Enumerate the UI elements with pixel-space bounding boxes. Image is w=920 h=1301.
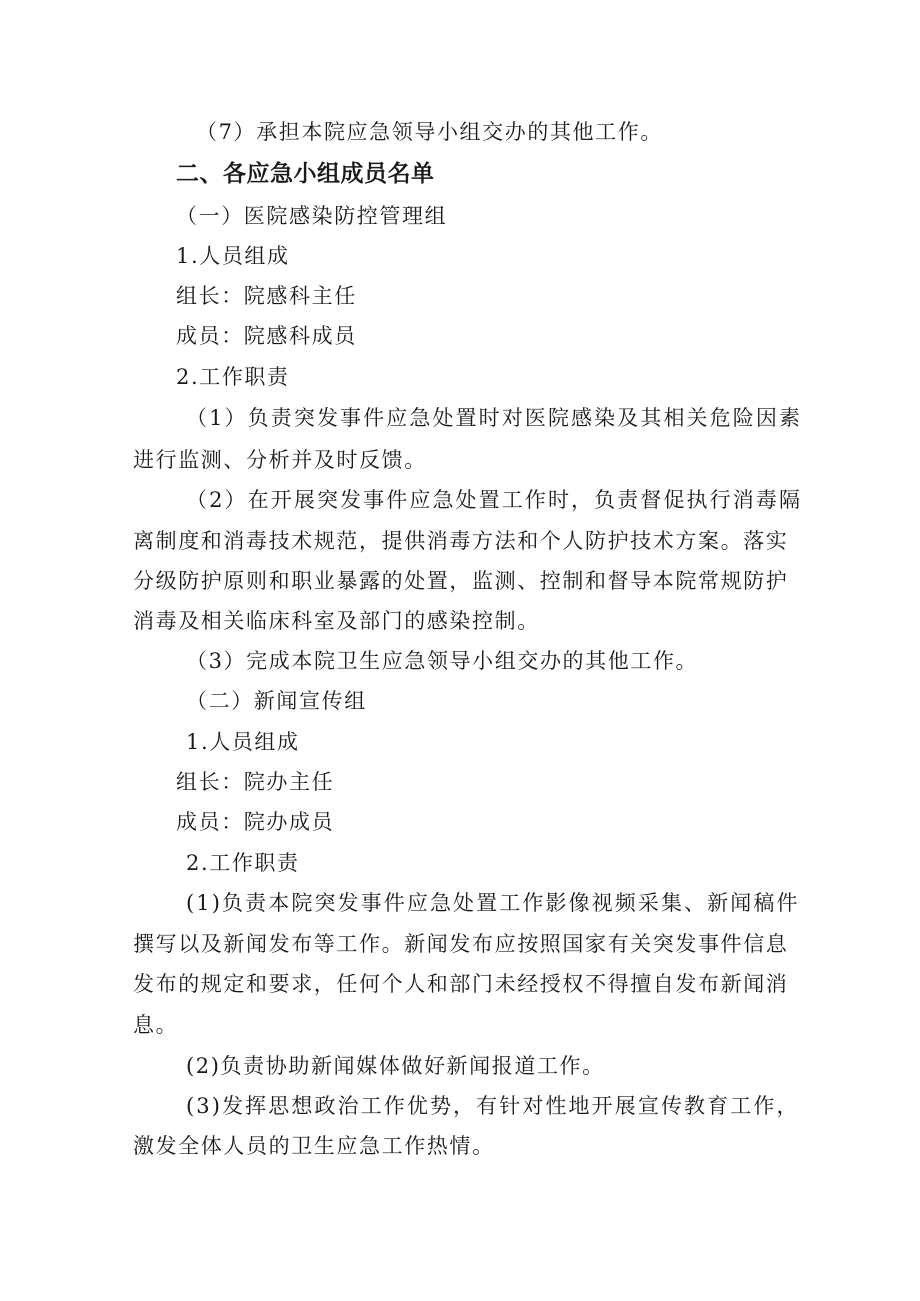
item-7-paragraph: （7）承担本院应急领导小组交办的其他工作。 [196,120,663,144]
group-1-members: 成员：院感科成员 [176,324,357,348]
group-1-duty-1-line-1: （1）负责突发事件应急处置时对医院感染及其相关危险因素 [186,406,803,430]
group-2-duty-3-line-2: 激发全体人员的卫生应急工作热情。 [133,1134,495,1158]
group-1-leader: 组长：院感科主任 [176,284,357,308]
group-2-leader: 组长：院办主任 [176,770,335,794]
group-2-staffing-heading: 1.人员组成 [186,730,300,754]
section-2-heading: 二、各应急小组成员名单 [176,161,435,187]
group-2-duties-heading: 2.工作职责 [186,851,300,875]
group-2-title: （二）新闻宣传组 [186,689,367,713]
group-2-duty-1-line-1: (1)负责本院突发事件应急处置工作影像视频采集、新闻稿件 [186,891,800,915]
group-1-duty-1-line-2: 进行监测、分析并及时反馈。 [133,448,427,472]
group-2-duty-1-line-4: 息。 [133,1013,179,1037]
group-2-duty-1-line-2: 撰写以及新闻发布等工作。新闻发布应按照国家有关突发事件信息 [133,932,789,956]
group-2-duty-2: (2)负责协助新闻媒体做好新闻报道工作。 [186,1054,605,1078]
group-1-duty-2-line-2: 离制度和消毒技术规范，提供消毒方法和个人防护技术方案。落实 [133,529,789,553]
group-2-duty-3-line-1: (3)发挥思想政治工作优势，有针对性地开展宣传教育工作， [186,1094,800,1118]
group-1-duty-2-line-1: （2）在开展突发事件应急处置工作时，负责督促执行消毒隔 [186,488,803,512]
group-1-duty-2-line-4: 消毒及相关临床科室及部门的感染控制。 [133,609,540,633]
group-1-title: （一）医院感染防控管理组 [176,204,448,228]
group-2-members: 成员：院办成员 [176,810,335,834]
group-1-staffing-heading: 1.人员组成 [176,244,290,268]
group-1-duty-3: （3）完成本院卫生应急领导小组交办的其他工作。 [186,649,699,673]
group-2-duty-1-line-3: 发布的规定和要求，任何个人和部门未经授权不得擅自发布新闻消 [133,972,789,996]
group-1-duty-2-line-3: 分级防护原则和职业暴露的处置，监测、控制和督导本院常规防护 [133,569,789,593]
group-1-duties-heading: 2.工作职责 [176,365,290,389]
